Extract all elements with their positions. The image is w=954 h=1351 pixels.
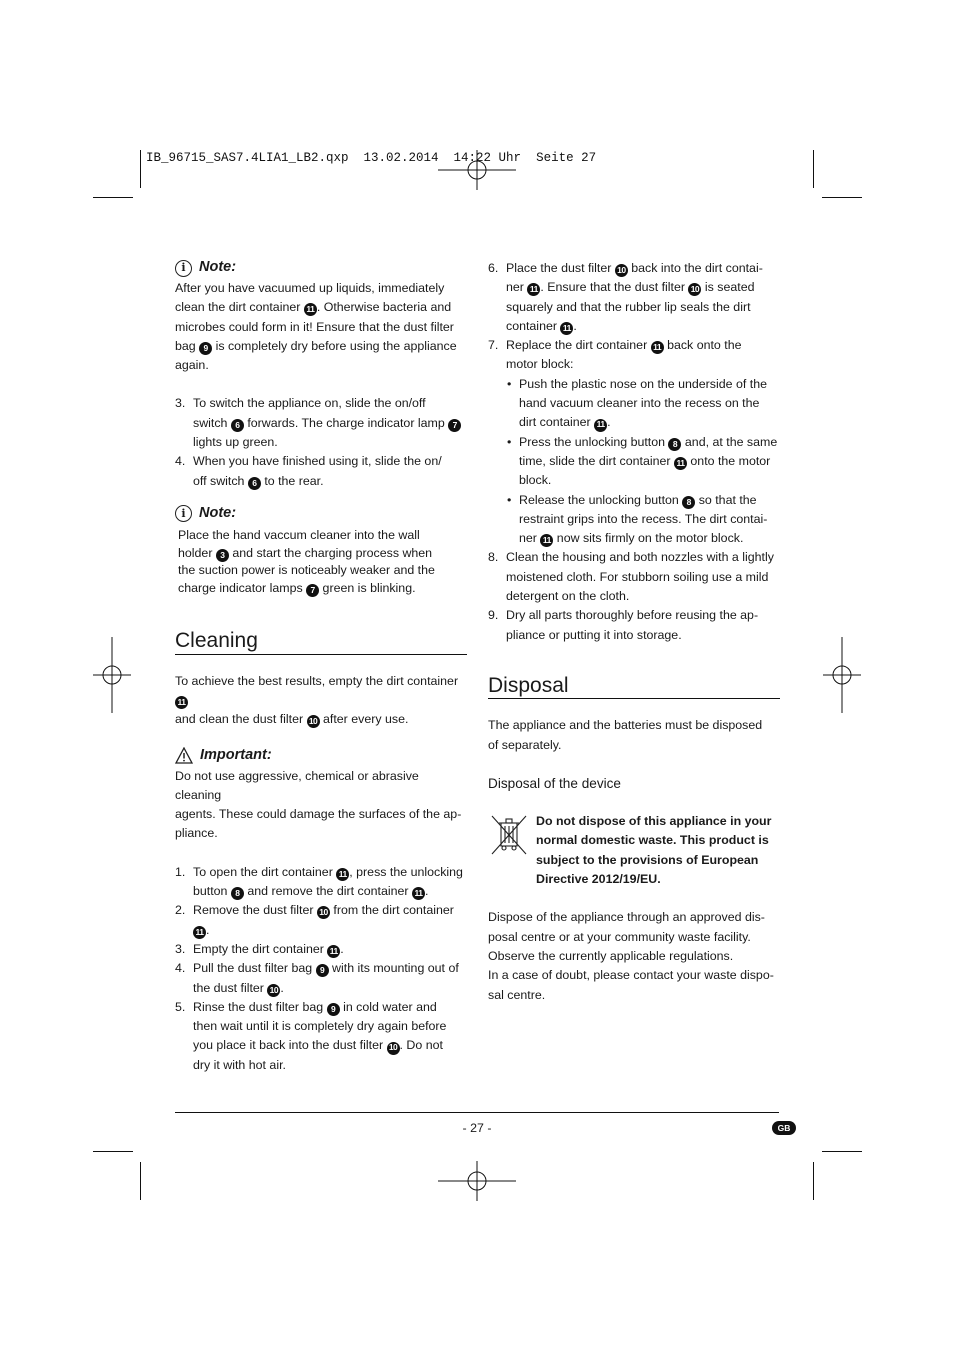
part-reference-badge: 10 — [317, 906, 330, 919]
list-number: 3. — [175, 396, 186, 411]
text-line: normal domestic waste. This product is — [536, 833, 769, 848]
page-number: - 27 - — [462, 1121, 492, 1135]
operation-steps — [175, 394, 467, 490]
info-icon: i — [175, 505, 192, 522]
text-line: Directive 2012/19/EU. — [536, 872, 661, 887]
list-item — [175, 959, 467, 998]
list-number: 9. — [488, 608, 499, 623]
text-line: Do not dispose of this appliance in your — [536, 814, 772, 829]
list-item — [488, 259, 780, 336]
part-reference-badge: 10 — [267, 984, 280, 997]
text-line: Clean the housing and both nozzles with a lightly — [506, 550, 774, 565]
text-line: Dry all parts thoroughly before reusing the ap- — [506, 608, 759, 623]
note-body-2 — [175, 527, 467, 597]
bullet-item — [506, 491, 780, 549]
text-line: In a case of doubt, please contact your waste dispo- — [488, 968, 774, 983]
part-reference-badge: 10 — [307, 715, 320, 728]
text-line: Remove the dust filter 10 from the dirt container 11 . — [193, 901, 467, 940]
list-number: 6. — [488, 261, 499, 275]
bullet-item — [506, 375, 780, 433]
text-line: block. — [519, 473, 552, 488]
text-line: ner 11 now sits firmly on the motor block. — [519, 529, 780, 548]
list-item — [175, 863, 467, 902]
text-line: again. — [175, 358, 209, 373]
list-item — [175, 940, 467, 959]
language-badge: GB — [772, 1121, 796, 1135]
text-line: dry it with hot air. — [193, 1057, 286, 1072]
text-line: of separately. — [488, 737, 562, 752]
part-reference-badge: 11 — [412, 887, 425, 900]
text-line: button 8 and remove the dirt container 11 . — [193, 882, 467, 901]
part-reference-badge: 3 — [216, 549, 229, 562]
text-line: off switch 6 to the rear. — [193, 472, 467, 491]
text-line: time, slide the dirt container 11 onto the motor — [519, 452, 780, 471]
cleaning-steps — [175, 863, 467, 1075]
text-line: • Push the plastic nose on the underside of the — [519, 376, 767, 391]
list-item — [175, 901, 467, 940]
disposal-body — [488, 908, 780, 1004]
text-line: To open the dirt container 11 , press the unlocking — [193, 863, 467, 882]
disposal-warning — [536, 812, 771, 889]
text-line: Observe the currently applicable regulations. — [488, 948, 734, 963]
text-line: dirt container 11 . — [519, 413, 780, 432]
part-reference-badge: 11 — [540, 534, 553, 547]
text-line: agents. These could damage the surfaces of the ap- — [175, 807, 462, 822]
part-reference-badge: 6 — [231, 419, 244, 432]
note-body — [175, 279, 467, 375]
text-line: subject to the provisions of European — [536, 852, 759, 867]
list-number: 7. — [488, 338, 499, 353]
text-line: Place the hand vaccum cleaner into the wall — [178, 527, 420, 542]
note-heading-2: i Note: — [175, 503, 467, 525]
text-line: Dispose of the appliance through an approved dis- — [488, 910, 765, 925]
list-number: 5. — [175, 999, 186, 1014]
text-line: • Release the unlocking button 8 so that the — [519, 491, 780, 510]
text-line: Rinse the dust filter bag 9 in cold water and — [193, 998, 467, 1017]
cleaning-steps-continued — [488, 259, 780, 645]
text-line: squarely and that the rubber lip seals the dirt — [506, 299, 751, 314]
text-line: the suction power is noticeably weaker and the — [178, 563, 435, 578]
important-heading: Important: — [175, 745, 467, 767]
list-item — [488, 606, 780, 645]
text-line: The appliance and the batteries must be disposed — [488, 718, 763, 733]
part-reference-badge: 11 — [327, 945, 340, 958]
text-line: After you have vacuumed up liquids, immediately — [175, 281, 445, 295]
text-line: pliance. — [175, 826, 218, 841]
text-line: ner 11 . Ensure that the dust filter 10 is seated — [506, 278, 780, 297]
text-line: posal centre or at your community waste facility. — [488, 929, 751, 944]
text-line: Do not use aggressive, chemical or abrasive cleaning — [175, 768, 419, 802]
text-line: Replace the dirt container 11 back onto the — [506, 336, 780, 355]
note-heading: i Note: — [175, 257, 467, 279]
text-line: then wait until it is completely dry again before — [193, 1019, 447, 1034]
list-item — [488, 336, 780, 548]
part-reference-badge: 11 — [527, 283, 540, 296]
list-number: 4. — [175, 454, 186, 469]
list-number: 8. — [488, 550, 499, 565]
print-slug: IB_96715_SAS7.4LIA1_LB2.qxp 13.02.2014 14:22 Uhr Seite 27 — [146, 151, 597, 165]
list-number: 2. — [175, 903, 186, 918]
warning-icon — [175, 747, 193, 764]
bullet-item — [506, 433, 780, 491]
part-reference-badge: 8 — [682, 496, 695, 509]
part-reference-badge: 8 — [231, 887, 244, 900]
part-reference-badge: 9 — [327, 1003, 340, 1016]
part-reference-badge: 11 — [175, 696, 188, 709]
part-reference-badge: 11 — [594, 419, 607, 432]
part-reference-badge: 10 — [615, 264, 628, 277]
list-number: 3. — [175, 941, 186, 956]
text-line: To switch the appliance on, slide the on/off — [193, 396, 426, 411]
text-line: moistened cloth. For stubborn soiling use a mild — [506, 569, 769, 584]
part-reference-badge: 10 — [387, 1042, 400, 1055]
text-line: pliance or putting it into storage. — [506, 627, 682, 642]
part-reference-badge: 11 — [560, 322, 573, 335]
part-reference-badge: 11 — [304, 303, 317, 316]
text-line: hand vacuum cleaner into the recess on the — [519, 396, 760, 411]
text-line: motor block: — [506, 357, 574, 372]
part-reference-badge: 8 — [668, 438, 681, 451]
list-item — [175, 452, 467, 491]
part-reference-badge: 9 — [199, 342, 212, 355]
text-line: • Press the unlocking button 8 and, at the same — [519, 433, 780, 452]
text-line: the dust filter 10 . — [193, 979, 467, 998]
text-line: When you have finished using it, slide the on/ — [193, 454, 442, 469]
text-line: container 11 . — [506, 317, 780, 336]
bullet-list — [506, 375, 780, 549]
part-reference-badge: 11 — [336, 868, 349, 881]
part-reference-badge: 11 — [651, 341, 664, 354]
text-line: To achieve the best results, empty the dirt container 11 — [175, 672, 467, 711]
text-line: Place the dust filter 10 back into the dirt contai- — [506, 259, 780, 278]
important-body — [175, 767, 467, 844]
list-number: 1. — [175, 864, 186, 879]
text-line: lights up green. — [193, 435, 278, 450]
disposal-subtitle: Disposal of the device — [488, 775, 621, 791]
text-line: Empty the dirt container 11 . — [193, 940, 467, 959]
text-line: charge indicator lamps 7 green is blinking. — [178, 580, 467, 598]
text-line: Pull the dust filter bag 9 with its mounting out of — [193, 959, 467, 978]
part-reference-badge: 9 — [316, 964, 329, 977]
text-line: microbes could form in it! Ensure that the dust filter — [175, 319, 454, 334]
part-reference-badge: 11 — [674, 457, 687, 470]
list-item — [488, 548, 780, 606]
list-item — [175, 998, 467, 1075]
cleaning-intro — [175, 672, 467, 730]
text-line: bag 9 is completely dry before using the appliance — [175, 337, 467, 356]
crossed-bin-icon — [488, 812, 530, 856]
footer-rule — [175, 1112, 779, 1113]
list-item — [175, 394, 467, 452]
text-line: restraint grips into the recess. The dirt contai- — [519, 511, 768, 526]
text-line: clean the dirt container 11 . Otherwise bacteria and — [175, 298, 467, 317]
weee-notice — [488, 812, 780, 889]
part-reference-badge: 10 — [688, 283, 701, 296]
info-icon: i — [175, 260, 192, 277]
left-column — [175, 257, 467, 1075]
part-reference-badge: 7 — [306, 584, 319, 597]
text-line: switch 6 forwards. The charge indicator lamp 7 — [193, 414, 467, 433]
cleaning-heading: Cleaning — [175, 631, 467, 654]
part-reference-badge: 11 — [193, 926, 206, 939]
right-column — [488, 259, 780, 1005]
disposal-intro — [488, 716, 780, 755]
text-line: detergent on the cloth. — [506, 589, 630, 604]
part-reference-badge: 7 — [448, 419, 461, 432]
text-line: sal centre. — [488, 987, 546, 1002]
part-reference-badge: 6 — [248, 477, 261, 490]
disposal-heading: Disposal — [488, 676, 780, 699]
text-line: holder 3 and start the charging process when — [178, 545, 467, 563]
text-line: and clean the dust filter 10 after every use. — [175, 710, 467, 729]
text-line: you place it back into the dust filter 10 . Do not — [193, 1036, 467, 1055]
list-number: 4. — [175, 961, 186, 976]
